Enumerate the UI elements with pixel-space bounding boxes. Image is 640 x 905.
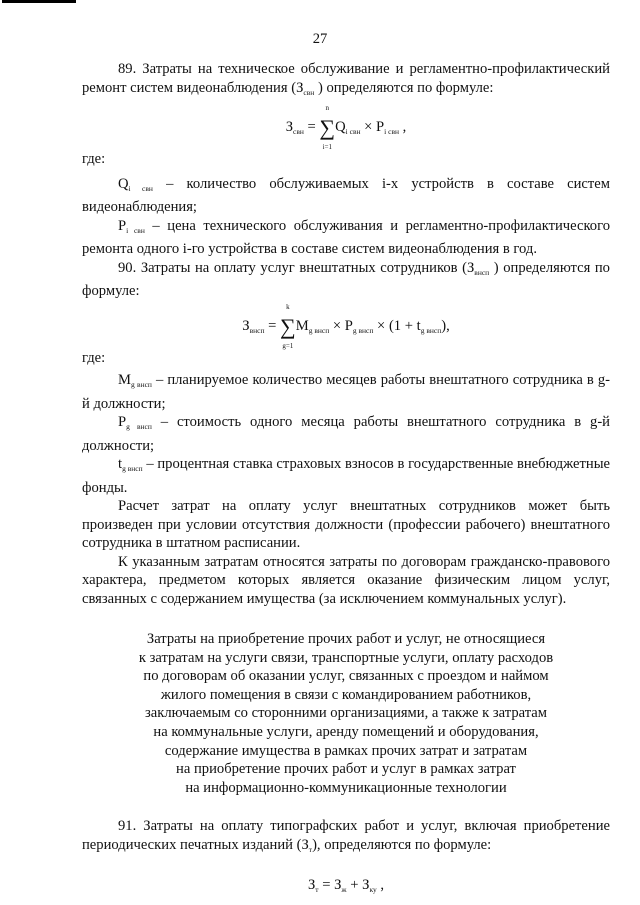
formula-89: $З_{свн}$ = n ∑ i=1 $Q_{i свн} \times P_{i свн}$ , [285, 104, 407, 151]
paragraph-included-costs: К указанным затратам относятся затраты по договорам гражданско-правового характера, предметом которых является оказание физическим лицом услуг, связанных с содержанием имущества (за исключением коммунальных услуг). [82, 553, 610, 607]
heading-line: на коммунальные услуги, аренду помещений и оборудования, [153, 723, 539, 740]
definition-t: $t_{g внсп}$ – процентная ставка страховых взносов в государственные внебюджетные фонды. [82, 456, 610, 496]
heading-line: на приобретение прочих работ и услуг в рамках затрат [176, 761, 516, 778]
formula-91: $З_т = З_ж + З_{ку}$ , [307, 877, 385, 895]
paragraph-89: 89. Затраты на техническое обслуживание и регламентно-профилактический ремонт систем видеонаблюдения ($З_{свн}$ ) определяются по формуле: [82, 61, 610, 97]
inline-symbol: $З_т$ [301, 836, 313, 854]
definition-p: $P_{i свн}$ – цена технического обслуживания и регламентно-профилактического ремонта одного i-го устройства в составе систем видеонаблюдения в год. [82, 217, 611, 257]
where-label: где: [82, 349, 106, 366]
inline-symbol: $З_{свн}$ [296, 79, 315, 97]
corner-rule [2, 0, 76, 3]
heading-line: содержание имущества в рамках прочих затрат и затратам [164, 742, 528, 759]
definition-m: $M_{g внсп}$ – планируемое количество месяцев работы внештатного сотрудника в g-й должности; [82, 372, 610, 412]
paragraph-91: 91. Затраты на оплату типографских работ и услуг, включая приобретение периодических печатных изданий $(З_т)$, определяются по формуле: [82, 818, 610, 854]
heading-line: по договорам об оказании услуг, связанных с проездом и наймом [143, 668, 549, 685]
page-number: 27 [312, 31, 328, 47]
definition-pg: $P_{g внсп}$ – стоимость одного месяца работы внештатного сотрудника в g-й должности; [82, 414, 610, 454]
sum-symbol: k ∑ g=1 [280, 302, 296, 350]
where-label: где: [82, 151, 106, 167]
heading-line: Затраты на приобретение прочих работ и услуг, не относящиеся [146, 631, 546, 647]
paragraph-90: 90. Затраты на оплату услуг внештатных сотрудников ($З_{внсп}$ ) определяются по формуле: [82, 259, 610, 299]
section-heading [82, 630, 610, 797]
heading-line: заключаемым со сторонними организациями, а также к затратам [145, 705, 547, 722]
heading-line: к затратам на услуги связи, транспортные услуги, оплату расходов [138, 649, 554, 666]
heading-line: на информационно-коммуникационные технологии [185, 779, 507, 796]
sum-symbol: n ∑ i=1 [319, 104, 336, 151]
heading-line: жилого помещения в связи с командированием работников, [160, 686, 532, 703]
formula-90: $З_{внсп}$ = k ∑ g=1 $M_{g внсп} \times P_{g внсп} \times (1 + t_{g внсп})$, [242, 302, 450, 350]
definition-q: $Q_{i свн}$ – количество обслуживаемых i-х устройств в составе систем видеонаблюдения; [82, 175, 610, 215]
paragraph-calculation: Расчет затрат на оплату услуг внештатных сотрудников может быть произведен при условии отсутствия должности (профессии рабочего) внештатного сотрудника в штатном расписании. [82, 498, 610, 551]
document-body [82, 60, 610, 897]
inline-symbol: $З_{внсп}$ [466, 259, 490, 277]
